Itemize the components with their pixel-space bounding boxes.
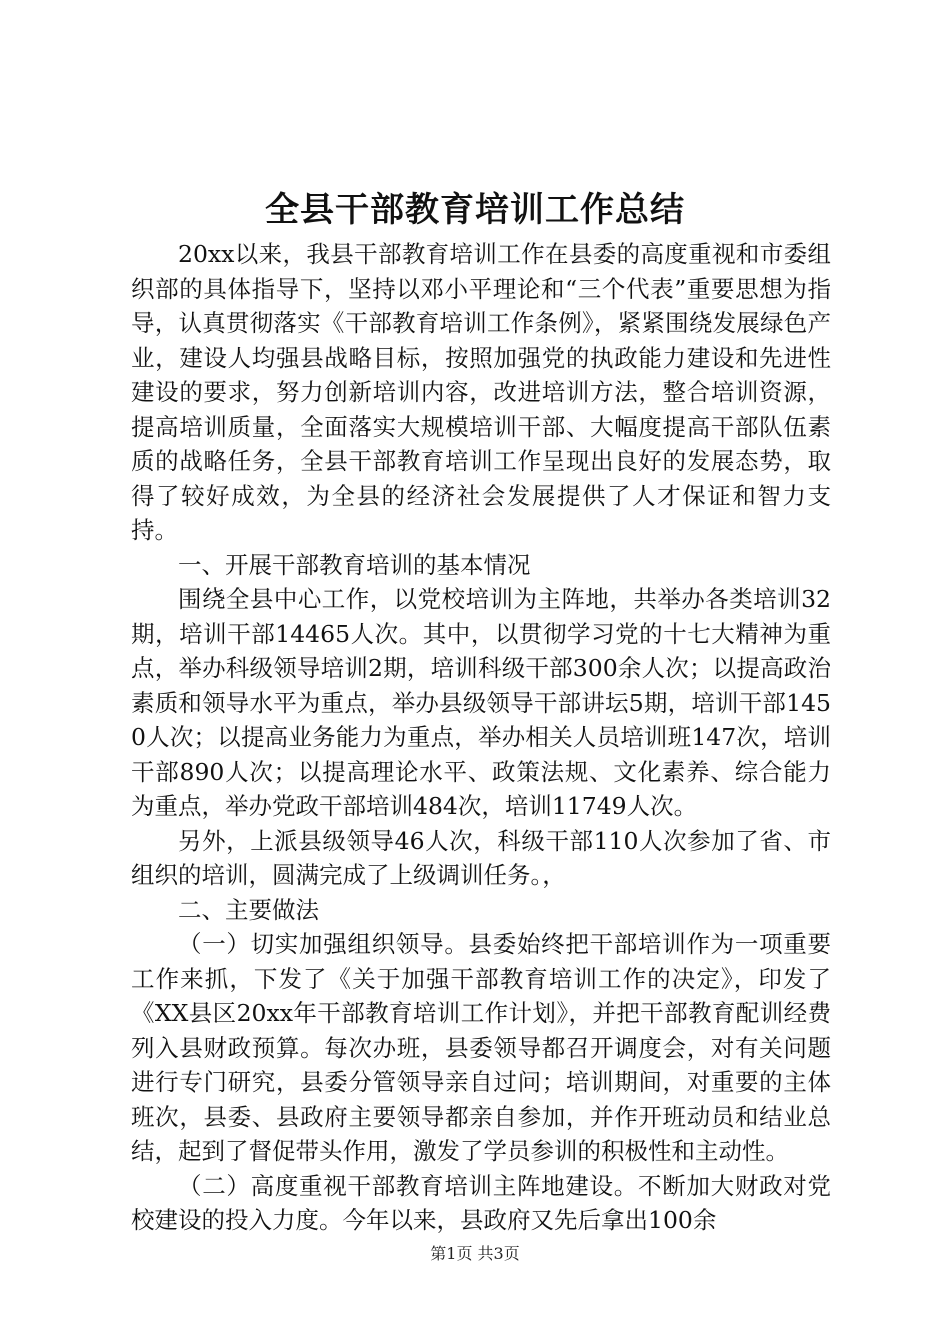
paragraph-organization: （一）切实加强组织领导。县委始终把干部培训作为一项重要工作来抓，下发了《关于加强干部教育培训工作的决定》，印发了《XX县区20xx年干部教育培训工作计划》，并把干部教育配训经费列入县财政预算。每次办班，县委领导都召开调度会，对有关问题进行专门研究，县委分管领导亲自过问；培训期间，对重要的主体班次，县委、县政府主要领导都亲自参加，并作开班动员和结业总结，起到了督促带头作用，激发了学员参训的积极性和主动性。 [131, 930, 831, 1165]
section-heading-2: 二、主要做法 [178, 895, 319, 924]
paragraph-main-base: （二）高度重视干部教育培训主阵地建设。不断加大财政对党校建设的投入力度。今年以来，县政府又先后拿出100余 [131, 1171, 831, 1234]
paragraph-intro: 20xx以来，我县干部教育培训工作在县委的高度重视和市委组织部的具体指导下，坚持以邓小平理论和“三个代表”重要思想为指导，认真贯彻落实《干部教育培训工作条例》，紧紧围绕发展绿色产业，建设人均强县战略目标，按照加强党的执政能力建设和先进性建设的要求，努力创新培训内容，改进培训方法，整合培训资源，提高培训质量，全面落实大规模培训干部、大幅度提高干部队伍素质的战略任务，全县干部教育培训工作呈现出良好的发展态势，取得了较好成效，为全县的经济社会发展提供了人才保证和智力支持。 [131, 240, 831, 544]
paragraph-basic-situation: 围绕全县中心工作，以党校培训为主阵地，共举办各类培训32期，培训干部14465人次。其中，以贯彻学习党的十七大精神为重点，举办科级领导培训2期，培训科级干部300余人次；以提高政治素质和领导水平为重点，举办县级领导干部讲坛5期，培训干部1450人次；以提高业务能力为重点，举办相关人员培训班147次，培训干部890人次；以提高理论水平、政策法规、文化素养、综合能力为重点，举办党政干部培训484次，培训11749人次。 [131, 585, 831, 820]
section-heading-1: 一、开展干部教育培训的基本情况 [178, 550, 531, 579]
document-body [131, 237, 831, 1238]
page-footer: 第1页 共3页 [430, 1244, 520, 1263]
paragraph-additional: 另外，上派县级领导46人次，科级干部110人次参加了省、市组织的培训，圆满完成了上级调训任务。， [131, 826, 831, 889]
document-title: 全县干部教育培训工作总结 [265, 190, 685, 230]
